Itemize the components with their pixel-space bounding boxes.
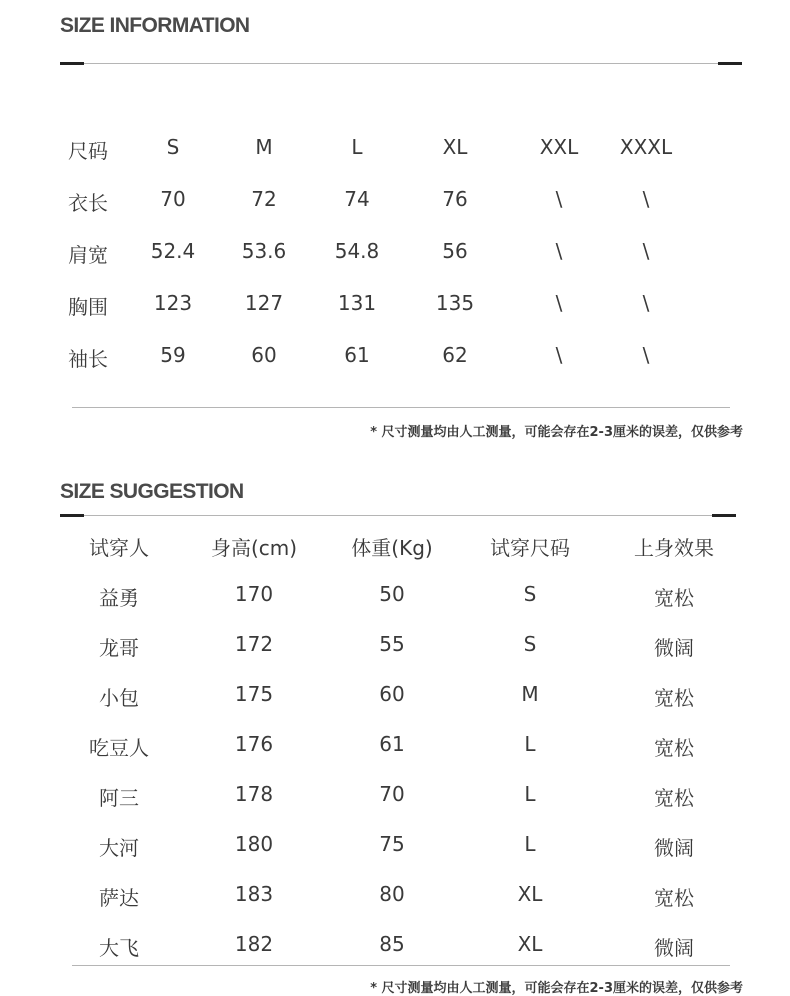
size-suggestion-title: SIZE SUGGESTION bbox=[60, 480, 244, 503]
size-info-cell: 肩宽 bbox=[68, 243, 108, 267]
size-suggestion-cell: 182 bbox=[234, 932, 274, 956]
size-info-cell: \ bbox=[642, 239, 650, 263]
size-info-cell: 52.4 bbox=[150, 239, 196, 263]
size-suggestion-cap-left bbox=[60, 514, 84, 517]
size-info-cell: \ bbox=[555, 291, 563, 315]
size-suggestion-cell: 176 bbox=[234, 732, 274, 756]
size-info-note: * 尺寸测量均由人工测量，可能会存在2-3厘米的误差，仅供参考 bbox=[370, 425, 743, 440]
size-suggestion-cell: S bbox=[523, 582, 537, 606]
size-info-cell: 70 bbox=[160, 187, 186, 211]
size-suggestion-cell: 60 bbox=[379, 682, 405, 706]
size-info-cell: 胸围 bbox=[68, 295, 108, 319]
size-suggestion-header-cell: 身高(cm) bbox=[210, 536, 298, 560]
size-suggestion-cell: 宽松 bbox=[654, 586, 694, 610]
size-suggestion-header-cell: 上身效果 bbox=[634, 536, 714, 560]
size-info-cell: 123 bbox=[153, 291, 193, 315]
size-info-cell: \ bbox=[555, 343, 563, 367]
size-info-header-cell: 尺码 bbox=[68, 139, 108, 163]
size-info-header-cell: XL bbox=[442, 135, 468, 159]
size-suggestion-cell: 宽松 bbox=[654, 886, 694, 910]
size-info-header-cell: XXXL bbox=[619, 135, 673, 159]
size-suggestion-header-cell: 体重(Kg) bbox=[351, 536, 433, 560]
size-info-header-cell: S bbox=[166, 135, 180, 159]
size-suggestion-cell: M bbox=[521, 682, 539, 706]
size-suggestion-cell: L bbox=[524, 732, 536, 756]
size-info-cap-right bbox=[718, 62, 742, 65]
size-suggestion-cap-right bbox=[712, 514, 736, 517]
size-suggestion-cell: 178 bbox=[234, 782, 274, 806]
size-info-cell: 62 bbox=[442, 343, 468, 367]
size-info-cell: \ bbox=[555, 187, 563, 211]
size-suggestion-cell: 微阔 bbox=[654, 836, 694, 860]
size-info-cell: 72 bbox=[251, 187, 277, 211]
size-info-cell: \ bbox=[642, 291, 650, 315]
size-suggestion-cell: 宽松 bbox=[654, 786, 694, 810]
size-info-divider bbox=[60, 63, 742, 64]
size-suggestion-cell: 85 bbox=[379, 932, 405, 956]
size-suggestion-cell: 益勇 bbox=[99, 586, 139, 610]
size-suggestion-cell: 70 bbox=[379, 782, 405, 806]
size-info-cell: 54.8 bbox=[334, 239, 380, 263]
size-suggestion-cell: 55 bbox=[379, 632, 405, 656]
size-info-cell: 60 bbox=[251, 343, 277, 367]
size-info-cap-left bbox=[60, 62, 84, 65]
size-suggestion-cell: 183 bbox=[234, 882, 274, 906]
size-info-cell: 袖长 bbox=[68, 347, 108, 371]
size-info-cell: 56 bbox=[442, 239, 468, 263]
size-suggestion-cell: XL bbox=[517, 882, 543, 906]
size-suggestion-cell: S bbox=[523, 632, 537, 656]
size-suggestion-cell: 微阔 bbox=[654, 636, 694, 660]
size-info-cell: 127 bbox=[244, 291, 284, 315]
size-suggestion-cell: 170 bbox=[234, 582, 274, 606]
size-suggestion-cell: 80 bbox=[379, 882, 405, 906]
size-suggestion-cell: 吃豆人 bbox=[89, 736, 149, 760]
size-info-bottom-divider bbox=[72, 407, 730, 408]
size-suggestion-cell: 大飞 bbox=[99, 936, 139, 960]
size-info-header-cell: XXL bbox=[539, 135, 579, 159]
size-suggestion-bottom-divider bbox=[72, 965, 730, 966]
size-suggestion-cell: 宽松 bbox=[654, 736, 694, 760]
size-info-cell: 59 bbox=[160, 343, 186, 367]
size-suggestion-cell: 175 bbox=[234, 682, 274, 706]
size-suggestion-cell: 75 bbox=[379, 832, 405, 856]
size-suggestion-cell: 龙哥 bbox=[99, 636, 139, 660]
size-info-cell: 131 bbox=[337, 291, 377, 315]
size-info-cell: 53.6 bbox=[241, 239, 287, 263]
size-info-title: SIZE INFORMATION bbox=[60, 14, 250, 37]
size-suggestion-cell: 小包 bbox=[99, 686, 139, 710]
size-suggestion-cell: 50 bbox=[379, 582, 405, 606]
size-suggestion-cell: 宽松 bbox=[654, 686, 694, 710]
size-suggestion-cell: 大河 bbox=[99, 836, 139, 860]
size-info-cell: \ bbox=[555, 239, 563, 263]
size-info-header-cell: L bbox=[351, 135, 363, 159]
size-info-cell: 74 bbox=[344, 187, 370, 211]
size-info-cell: 衣长 bbox=[68, 191, 108, 215]
size-suggestion-cell: 61 bbox=[379, 732, 405, 756]
size-suggestion-header-cell: 试穿尺码 bbox=[490, 536, 570, 560]
size-suggestion-cell: 阿三 bbox=[99, 786, 139, 810]
size-info-header-cell: M bbox=[255, 135, 273, 159]
size-suggestion-cell: 172 bbox=[234, 632, 274, 656]
size-suggestion-divider bbox=[60, 515, 736, 516]
size-suggestion-note: * 尺寸测量均由人工测量，可能会存在2-3厘米的误差，仅供参考 bbox=[370, 981, 743, 996]
size-suggestion-header-cell: 试穿人 bbox=[89, 536, 149, 560]
size-suggestion-cell: L bbox=[524, 832, 536, 856]
size-info-cell: \ bbox=[642, 187, 650, 211]
size-suggestion-cell: 180 bbox=[234, 832, 274, 856]
size-info-cell: 61 bbox=[344, 343, 370, 367]
size-suggestion-cell: L bbox=[524, 782, 536, 806]
size-info-cell: 76 bbox=[442, 187, 468, 211]
size-suggestion-cell: 微阔 bbox=[654, 936, 694, 960]
size-info-cell: \ bbox=[642, 343, 650, 367]
size-suggestion-cell: XL bbox=[517, 932, 543, 956]
size-suggestion-cell: 萨达 bbox=[99, 886, 139, 910]
size-info-cell: 135 bbox=[435, 291, 475, 315]
